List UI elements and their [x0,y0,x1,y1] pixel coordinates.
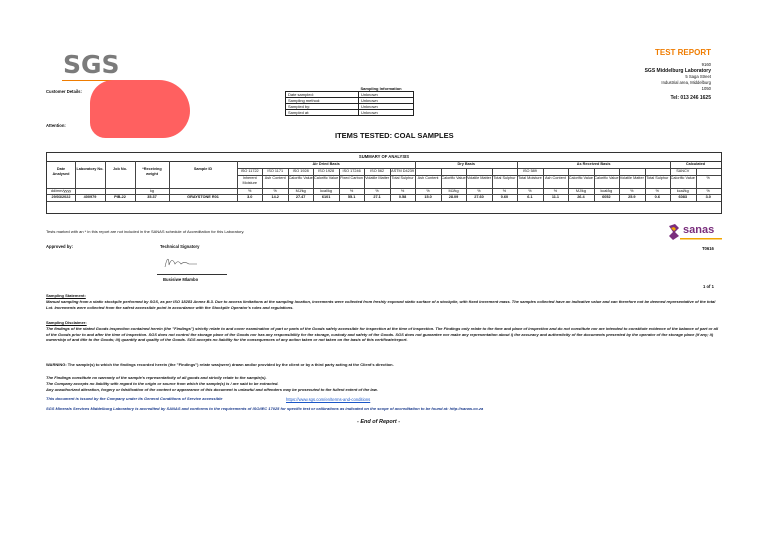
sampling-value: Unknown [359,92,414,98]
column-header: Volatile Matter [466,176,492,180]
column-header: Fixed Carbon [340,176,364,180]
grid-line [390,169,391,201]
unit-label: dd/mm/yyyy [50,189,72,193]
data-value: GRAYSTONE R01 [187,195,219,199]
unit-label [75,189,105,194]
data-value: 6052 [602,195,611,199]
data-value: 27.1 [373,195,381,199]
lab-name: SGS Middelburg Laboratory [644,68,711,74]
signature-area [157,251,227,275]
unit-label: MJ/kg [448,189,459,193]
sampling-statement-title: Sampling Statement: [46,293,86,298]
grid-line [619,169,620,201]
signature-scribble-icon [163,255,203,271]
data-value: 14.2 [271,195,279,199]
data-value: 0.60 [500,195,509,199]
grid-line [364,169,365,201]
column-header: Total Sulphur [646,176,669,180]
signatory-title: Technical Signatory [160,244,200,249]
column-header: *Receiving weight [142,167,162,176]
data-value: 28.09 [448,195,459,199]
unit-label: % [706,189,710,193]
data-value: 6101 [321,195,331,199]
grid-line [415,169,416,201]
unit-label: % [553,189,558,193]
telephone: Tel: 013 246 1625 [670,95,711,101]
data-value: 27.47 [295,195,306,199]
method-label: SANCV [676,169,690,173]
sanas-logo [665,222,725,249]
sampling-label: Sampling method: [286,98,359,104]
sampling-disclaimer-title: Sampling Disclaimer: [46,320,87,325]
column-header: Ash Content [544,176,566,180]
approved-by-label: Approved by: [46,244,73,249]
unit-label: % [400,189,405,193]
column-header: Calorific Value [670,176,695,180]
grid-line [441,169,442,201]
column-header: Date Analysed [52,167,70,176]
grid-line [288,169,289,201]
column-header: Total Sulphur [391,176,414,180]
unit-label: % [349,189,354,193]
sampling-disclaimer-text: The findings of the stated Goods inspection contained herein (the "Findings") strictly relate to and cover examination of part or parts of the Goods safely accessible for inspection at the time of inspection. The Findings only relate to the time and place of inspection and do not constitute nor are intended to constitute evidence of the balance of part or all of the Goods prior to and after the time of inspection. SGS does not control the storage place of the Goods nor has any responsibility for the storage, custody and safety of the Goods. SGS does not guarantee nor make any representation about i) the accuracy and authenticity of the documents presented by the operator of the storage place (if any; ii) ownership of and title to the Goods; iii) quantity and quality of the Goods. SGS accepts no liability for the consequences of any action taken or not taken on the basis of this certificate/report. [46,326,719,342]
data-value: 3.0 [247,195,253,199]
sanas-wordmark: sanas [683,224,715,236]
lab-address-block [645,62,711,101]
data-value: 29/03/2022 [51,195,71,199]
report-title: TEST REPORT [654,48,711,57]
column-header: Volatile Matter [619,176,644,180]
data-value: 35.37 [147,195,157,199]
sampling-value: Unknown [359,98,414,104]
method-label: ASTM D4239 [391,169,414,173]
group-header: Calculated [685,162,706,166]
method-label: ISO 11722 [240,169,259,173]
data-value: 27.60 [474,195,484,199]
column-header: Total Moisture [518,176,542,180]
unit-label: MJ/kg [575,189,586,193]
unit-label: % [248,189,252,193]
data-value: 55.1 [347,195,356,199]
sampling-info-heading: Sampling Information [359,86,414,92]
grid-line [262,169,263,201]
grid-line [135,161,136,201]
column-header: Volatile Matter [365,176,390,180]
method-label: ISO 562 [370,169,385,173]
grid-line [594,169,595,201]
unit-label: kcal/kg [320,189,333,193]
address-line-1: 5 Saga Street [685,74,711,79]
unit-label: % [630,189,634,193]
data-value: 11.1 [551,195,559,199]
group-header: As Received Basis [576,162,611,166]
grid-line [645,169,646,201]
column-header: Ash Content [264,176,286,180]
grid-line [517,169,518,201]
address-line-3: 1050 [701,86,711,91]
method-label: ISO 1171 [267,169,284,173]
findings-line: The Company accepts no liability with regard to the origin or source from which the sample(s) is / are said to be extracted. [46,381,279,386]
unit-label: % [477,189,481,193]
method-label: ISO 1928 [318,169,335,173]
signatory-name: Busisiwe Mlambo [163,277,199,282]
sampling-label: Date sampled: [286,92,359,98]
unit-label: % [655,189,659,193]
column-header: Job No. [113,167,127,171]
grid-line [568,169,569,201]
grid-line [105,161,106,201]
redacted-area [90,80,190,138]
grid-line [75,161,76,201]
column-header: Calorific Value [288,176,313,180]
warning-text: WARNING: The sample(s) to which the findings recorded herein (the "Findings") relate was(were) drawn and/or provided by the client or by a third party acting at the Client's direction. [46,362,394,367]
column-header: Laboratory No. [76,167,104,171]
grid-line [237,175,721,176]
terms-link[interactable]: https://www.sgs.com/en/terms-and-conditions [286,397,371,402]
data-value: PIB-22 [114,195,126,199]
sampling-value: Unknown [359,104,414,110]
column-header: Total Sulphur [493,176,516,180]
sampling-info-table [285,86,414,116]
page-number: 1 of 1 [703,284,714,289]
end-of-report: - End of Report - [357,419,401,425]
items-tested-title: ITEMS TESTED: COAL SAMPLES [335,131,454,140]
data-value: 6083 [678,195,687,199]
attention-label: Attention: [46,123,66,128]
column-header: % [706,176,710,180]
summary-title: SUMMARY OF ANALYSIS [47,153,721,162]
unit-label: kcal/kg [676,189,689,193]
terms-line: This document is issued by the Company under its General Conditions of Service accessible [46,396,223,401]
findings-line: The Findings constitute no warranty of the sample's representativity of all goods and strictly relate to the sample(s). [46,375,267,380]
group-header: Dry Basis [457,162,476,166]
sampling-value: Unknown [359,110,414,116]
method-label: ISO 589 [522,169,537,173]
grid-line [466,169,467,201]
column-header: Calorific Value [594,176,619,180]
unit-label: % [426,189,430,193]
column-header: Calorific Value [314,176,339,180]
sampling-label: Sampled at: [286,110,359,116]
data-value: 15.0 [424,195,432,199]
grid-line [313,169,314,201]
grid-line [670,169,671,201]
column-header: Sample ID [193,167,213,171]
column-header: Calorific Value [441,176,466,180]
grid-line [237,161,238,201]
data-value: 25.9 [628,195,636,199]
method-label: ISO 1928 [292,169,309,173]
method-label: ISO 17246 [342,169,361,173]
sampling-statement-text: Manual sampling from a static stockpile performed by SGS, as per ISO 18283 Annex B.3. Due to access limitations at the sampling location, increments were collected from freshly exposed static surface of a stockpile, with fixed increment mass. The samples collected have an indicative value and can therefore not be deemed representative of the total Lot. Increments were collected from the safest accessible point in accordance with the Stockpile Operator's rules and regulations. [46,299,716,310]
unit-label: kg [149,189,154,193]
data-value: 400979 [83,195,97,199]
data-value: 26.4 [577,195,585,199]
unit-label: % [502,189,507,193]
address-line-2: Industrial area, Middelburg [661,80,711,85]
unit-label [105,189,135,194]
findings-line: Any unauthorized alteration, forgery or falsification of the content or appearance of this document is unlawful and offenders may be prosecuted to the fullest extent of the law. [46,387,378,392]
column-header: Inherent Moisture [242,176,258,185]
customer-details-label: Customer Details: [46,89,82,94]
accreditation-line: SGS Minerals Services Middelburg Laboratory is accredited by SANAS and conforms to the requirements of ISO/IEC 17025 for specific test or calibrations as indicated on the scope of accreditation to be found at: http://sanas.co.za [46,406,484,411]
sanas-code: T0616 [702,246,714,251]
grid-line [543,169,544,201]
data-value: 0.6 [654,195,660,199]
grid-line [696,169,697,201]
unit-label: % [375,189,379,193]
column-header: Calorific Value [568,176,593,180]
summary-of-analysis-table [46,152,722,214]
sampling-label: Sampled by: [286,104,359,110]
grid-line [169,161,170,201]
column-header: Ash Content [417,176,439,180]
unit-label: % [528,189,532,193]
unit-label: % [273,189,277,193]
sgs-logo: SGS [63,50,120,79]
data-value: 0.58 [398,195,407,199]
grid-line [47,201,721,202]
grid-line [492,169,493,201]
accreditation-note: Tests marked with an * in this report are not included in the SANAS schedule of Accreditation for this Laboratory. [46,229,245,234]
unit-label: MJ/kg [295,189,306,193]
grid-line [339,169,340,201]
group-header: Air Dried Basis [312,162,340,166]
report-number: 9160 [701,62,711,67]
data-value: 6.1 [527,195,533,199]
unit-label: kcal/kg [600,189,613,193]
data-value: 3.0 [705,195,711,199]
